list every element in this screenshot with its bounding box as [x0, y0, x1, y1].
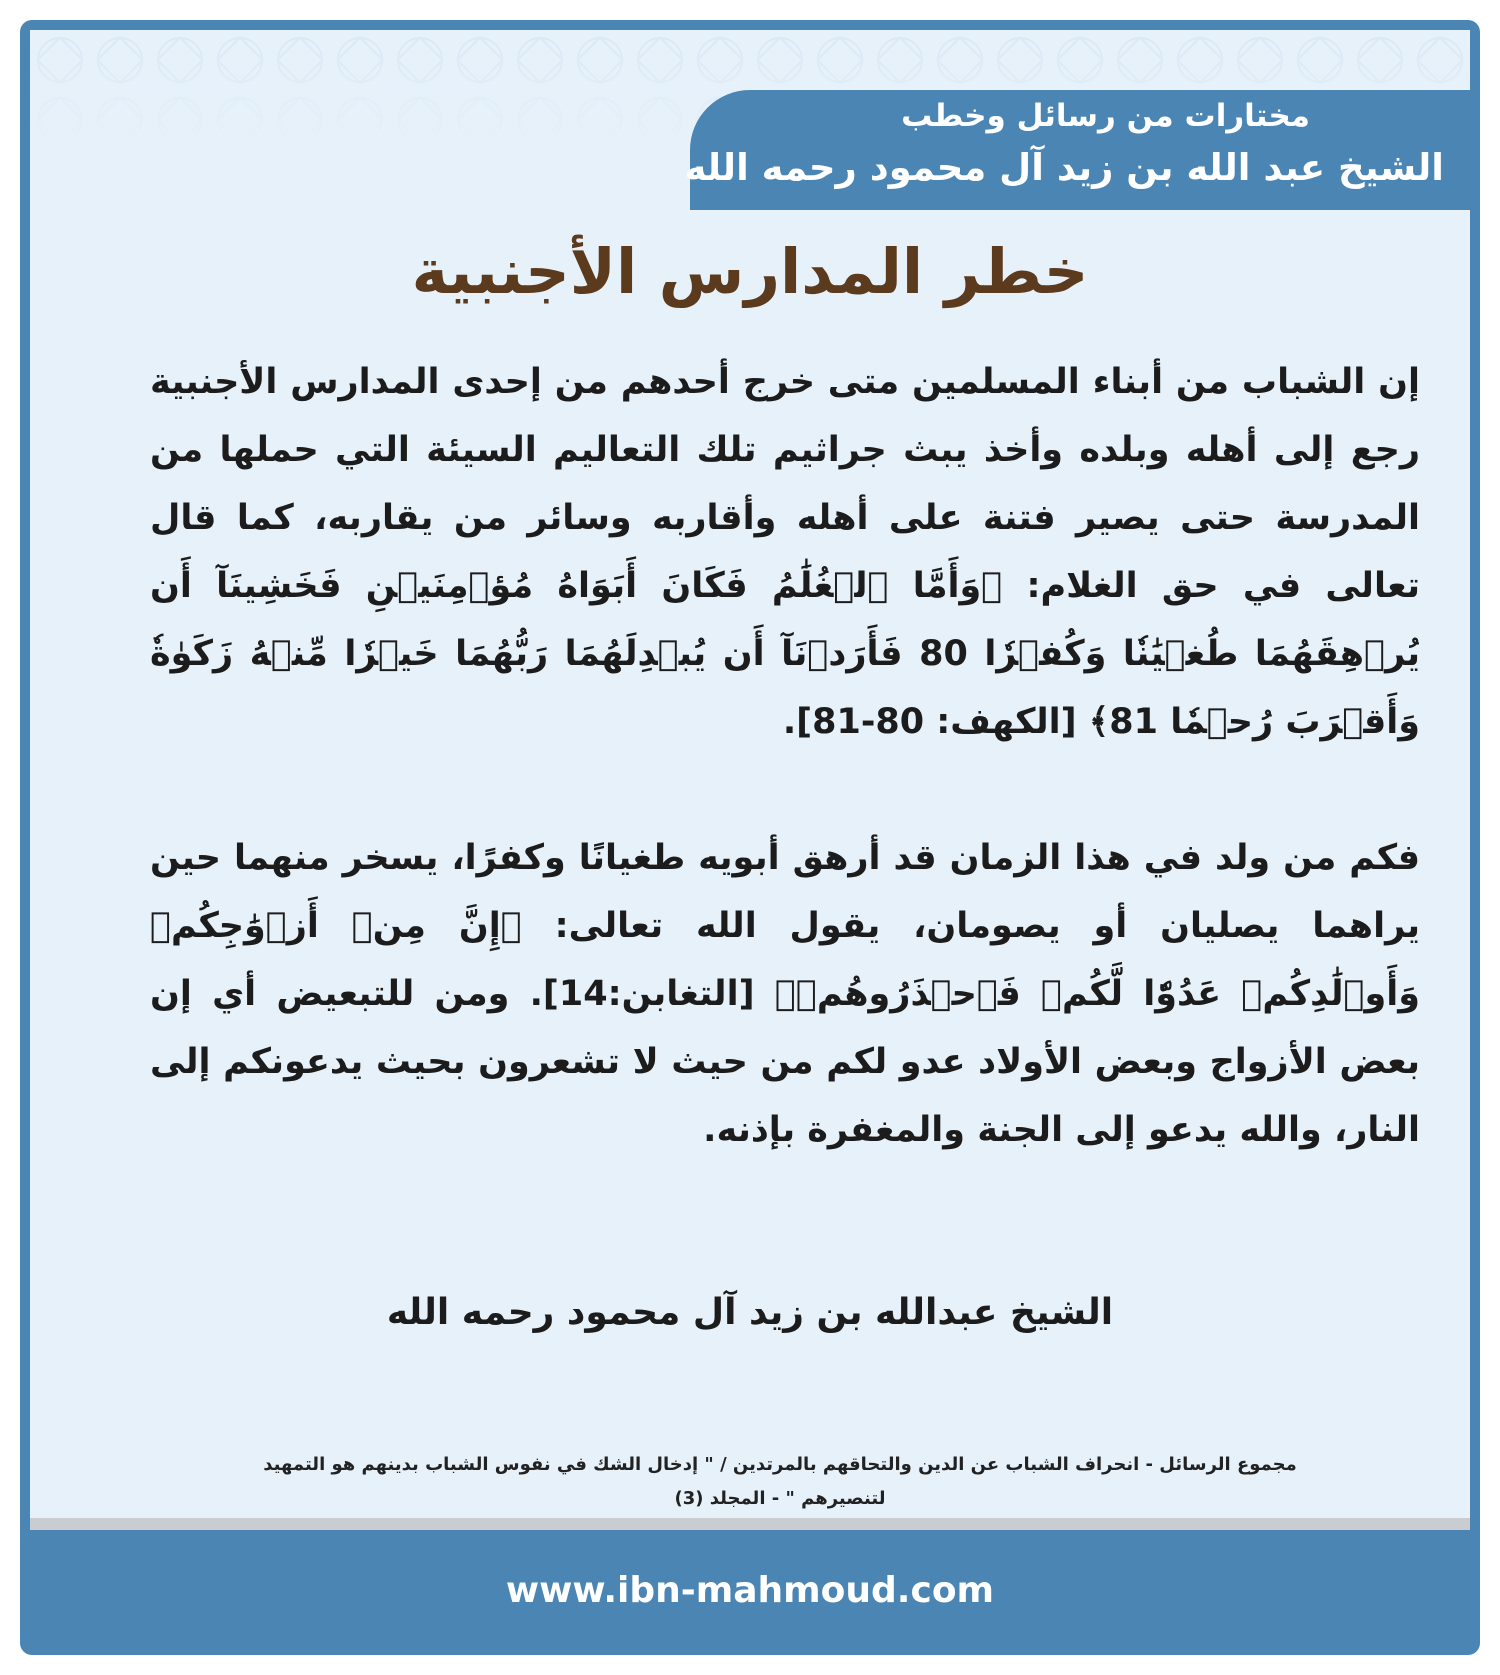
- verse-reference-1: [الكهف: 80-81].: [782, 702, 1089, 742]
- source-line-1: مجموع الرسائل - انحراف الشباب عن الدين والتحاقهم بالمرتدين / " إدخال الشك في نفوس الشباب بدينهم هو التمهيد: [263, 1454, 1297, 1475]
- paragraph-2-rest: [التغابن:14]. ومن للتبعيض أي إن بعض الأزواج وبعض الأولاد عدو لكم من حيث لا تشعرون بحيث يدعونكم إلى النار، والله يدعو إلى الجنة والمغفرة بإذنه.: [150, 974, 1420, 1150]
- source-citation: [190, 1448, 1370, 1516]
- content-panel: [30, 30, 1470, 1530]
- website-link[interactable]: www.ibn-mahmoud.com: [505, 1570, 995, 1611]
- source-line-2: لتنصيرهم " - المجلد (3): [674, 1488, 886, 1509]
- series-author: الشيخ عبد الله بن زيد آل محمود رحمه الله: [684, 146, 1444, 189]
- author-signature: الشيخ عبدالله بن زيد آل محمود رحمه الله: [386, 1292, 1114, 1333]
- quran-verse-1: ﴿وَأَمَّا ٱلۡغُلَٰمُ فَكَانَ أَبَوَاهُ مُؤۡمِنَيۡنِ فَخَشِينَآ أَن يُرۡهِقَهُمَا طُغۡيَٰنٗا وَكُفۡرٗا 80 فَأَرَدۡنَآ أَن يُبۡدِلَهُمَا رَبُّهُمَا خَيۡرٗا مِّنۡهُ زَكَوٰةٗ وَأَقۡرَبَ رُحۡمٗا 81﴾: [150, 566, 1420, 742]
- card-frame: [20, 20, 1480, 1655]
- paragraph-1-text: إن الشباب من أبناء المسلمين متى خرج أحدهم من إحدى المدارس الأجنبية رجع إلى أهله وبلده وأخذ يبث جراثيم تلك التعاليم السيئة التي حملها من المدرسة حتى يصير فتنة على أهله وأقاربه وسائر من يقاربه، كما قال تعالى في حق الغلام:: [150, 362, 1420, 606]
- quran-verse-2: ﴿إِنَّ مِنۡ أَزۡوَٰجِكُمۡ وَأَوۡلَٰدِكُمۡ عَدُوّٗا لَّكُمۡ فَٱحۡذَرُوهُمۡ﴾: [150, 906, 1421, 1014]
- article-title: خطر المدارس الأجنبية: [411, 235, 1089, 308]
- paragraph-2-text: فكم من ولد في هذا الزمان قد أرهق أبويه طغيانًا وكفرًا، يسخر منهما حين يراهما يصليان أو يصومان، يقول الله تعالى:: [150, 838, 1420, 946]
- paragraph-2: [150, 824, 1420, 1164]
- series-title: مختارات من رسائل وخطب: [901, 98, 1310, 134]
- panel-divider: [30, 1518, 1470, 1530]
- article-body: [150, 348, 1420, 1232]
- paragraph-1: [150, 348, 1420, 756]
- series-header: [684, 90, 1470, 210]
